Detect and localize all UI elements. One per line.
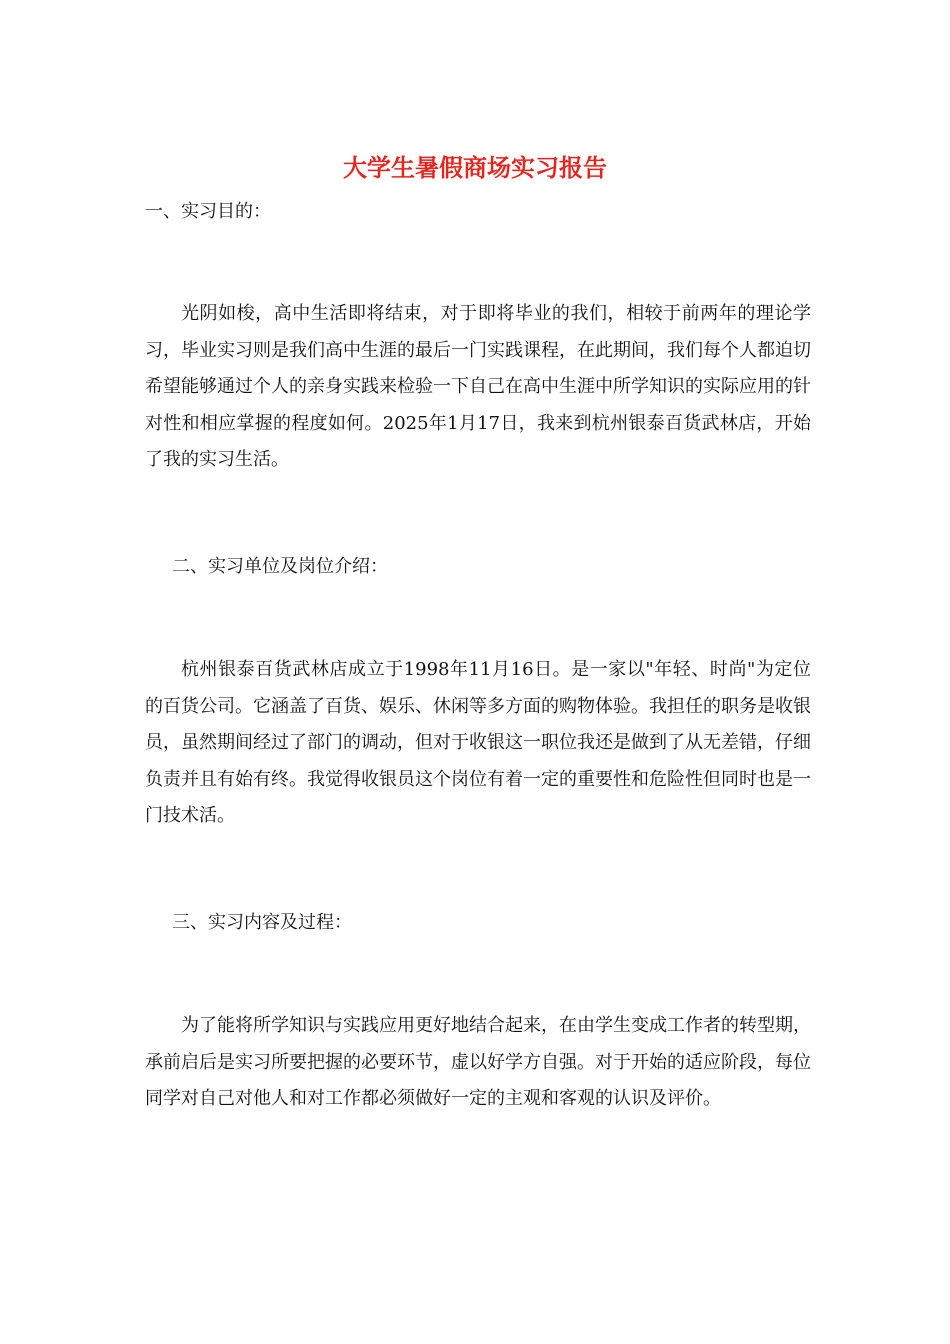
paragraph-purpose: 光阴如梭，高中生活即将结束，对于即将毕业的我们，相较于前两年的理论学习，毕业实习则是我们高中生涯的最后一门实践课程，在此期间，我们每个人都迫切希望能够通过个人的亲身实践来检验一下自己在高中生涯中所学知识的实际应用的针对性和相应掌握的程度如何。2025年1月17日，我来到杭州银泰百货武林店，开始了我的实习生活。 <box>145 303 811 470</box>
paragraph-unit: 杭州银泰百货武林店成立于1998年11月16日。是一家以"年轻、时尚"为定位的百货公司。它涵盖了百货、娱乐、休闲等多方面的购物体验。我担任的职务是收银员，虽然期间经过了部门的调动，但对于收银这一职位我还是做到了从无差错，仔细负责并且有始有终。我觉得收银员这个岗位有着一定的重要性和危险性但同时也是一门技术活。 <box>145 659 811 826</box>
paragraph-content: 为了能将所学知识与实践应用更好地结合起来，在由学生变成工作者的转型期，承前启后是实习所要把握的必要环节，虚以好学方自强。对于开始的适应阶段，每位同学对自己对他人和对工作都必须做好一定的主观和客观的认识及评价。 <box>145 1015 811 1109</box>
section-heading-purpose: 一、实习目的： <box>145 201 271 222</box>
section-heading-unit: 二、实习单位及岗位介绍： <box>172 556 388 577</box>
document-title: 大学生暑假商场实习报告 <box>343 153 607 182</box>
section-heading-content: 三、实习内容及过程： <box>172 912 352 933</box>
